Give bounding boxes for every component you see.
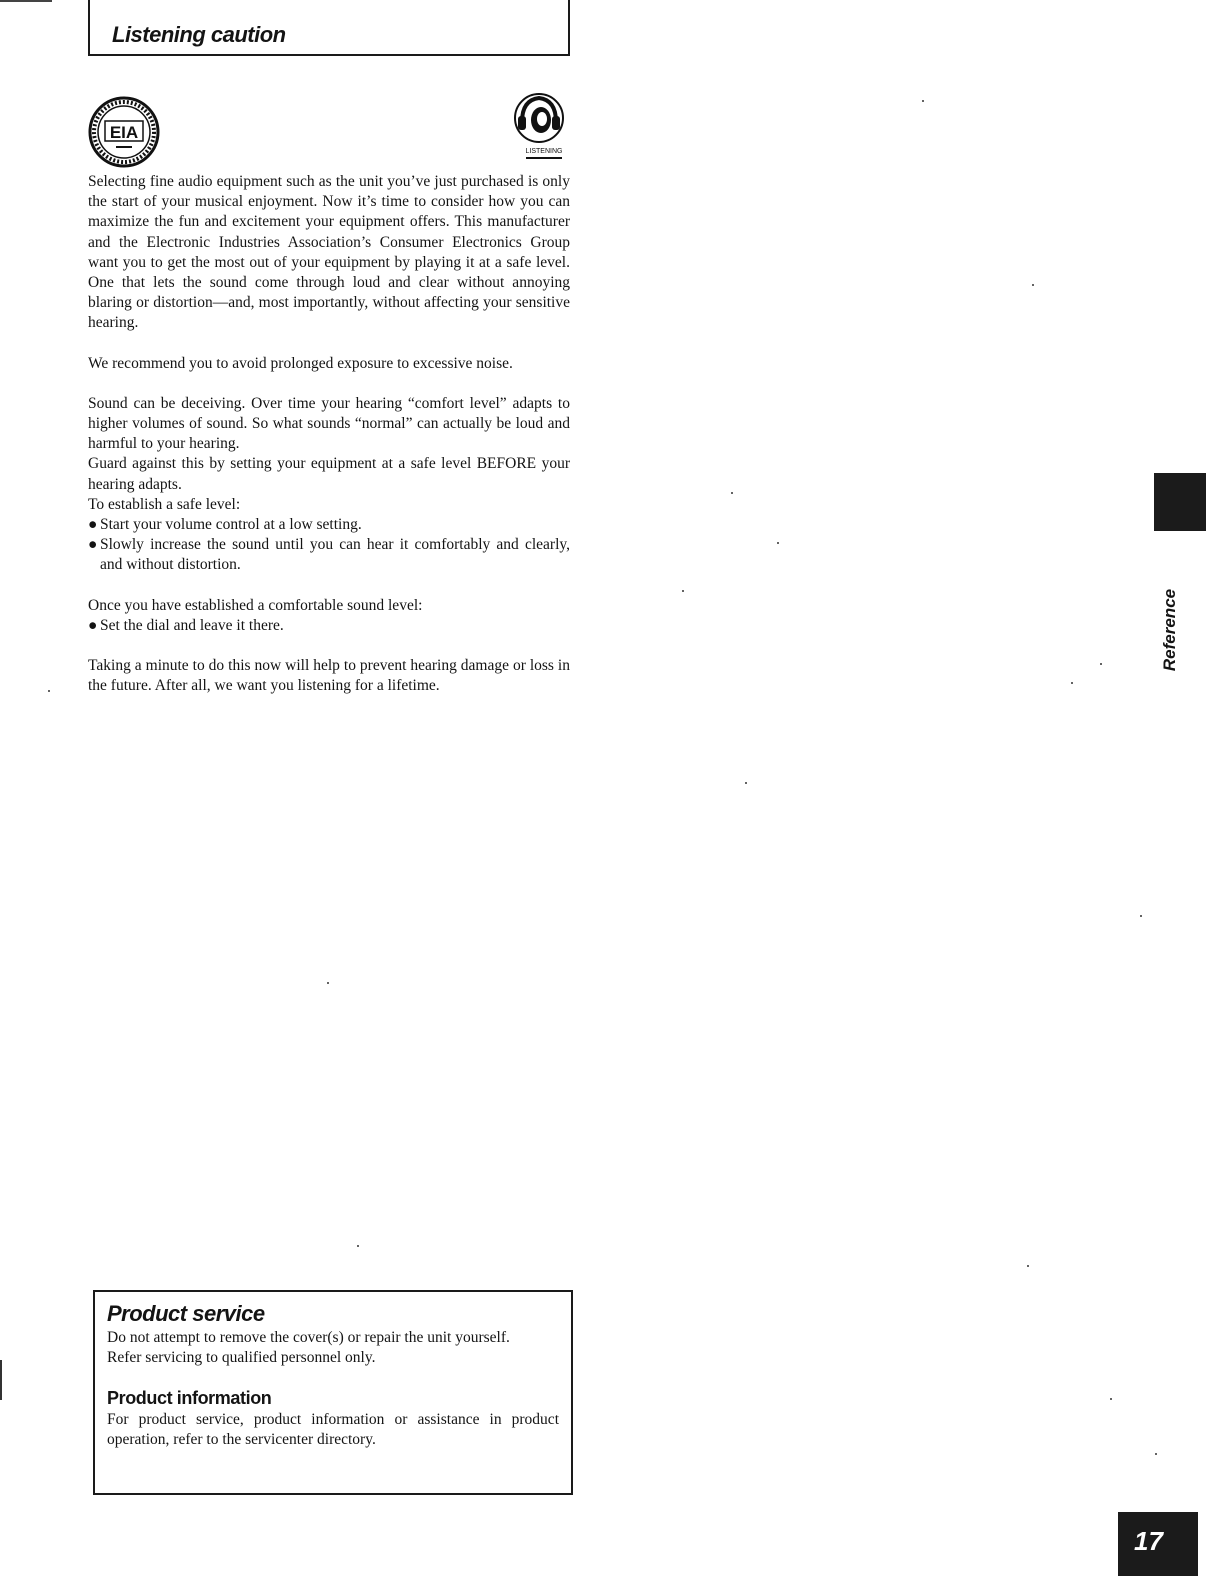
list-item <box>88 535 570 575</box>
scan-speck <box>1071 682 1073 684</box>
product-information-title: Product information <box>107 1388 272 1408</box>
recommend-paragraph: We recommend you to avoid prolonged exposure to excessive noise. <box>88 354 513 372</box>
scan-speck <box>1110 1398 1112 1400</box>
scan-speck <box>777 542 779 544</box>
product-information-text: For product service, product information or assistance in product operation, refer to the servicenter directory. <box>107 1411 559 1448</box>
scan-speck <box>1027 1265 1029 1267</box>
section-title: Listening caution <box>112 22 286 47</box>
scan-speck <box>357 1245 359 1247</box>
intro-paragraph: Selecting fine audio equipment such as the unit you’ve just purchased is only the start of your musical enjoyment. Now it’s time to consider how you can maximize the fun and excitement your equipment offers. This manufacturer and the Electronic Industries Association’s Consumer Electronics Group want you to get the most out of your equipment by playing it at a safe level. One that lets the sound come through loud and clear without annoying blaring or distortion—and, most importantly, without affecting your sensitive hearing. <box>88 173 570 332</box>
product-service-box <box>93 1290 573 1495</box>
caution-body <box>88 172 570 716</box>
bullet-icon: ● <box>88 616 98 634</box>
established-paragraph: Once you have established a comfortable sound level: <box>88 596 423 614</box>
product-service-title: Product service <box>107 1301 265 1326</box>
list-item <box>88 616 570 636</box>
section-header <box>88 0 570 56</box>
list-item-text: Start your volume control at a low setting. <box>100 516 362 534</box>
bullet-icon: ● <box>88 536 98 554</box>
list-item <box>88 515 570 535</box>
scan-edge-mark <box>0 1360 2 1400</box>
scan-speck <box>1140 915 1142 917</box>
deceiving-paragraph: Sound can be deceiving. Over time your hearing “comfort level” adapts to higher volumes of sound. So what sounds “normal” can actually be loud and harmful to your hearing. <box>88 394 570 453</box>
list-item-text: Slowly increase the sound until you can hear it comfortably and clearly, and without distortion. <box>100 536 570 574</box>
bullet-icon: ● <box>88 516 98 534</box>
eia-logo-text: EIA <box>109 123 139 142</box>
scan-speck <box>682 590 684 592</box>
side-tab-marker <box>1154 473 1206 531</box>
list-item-text: Set the dial and leave it there. <box>100 616 284 634</box>
listening-logo-text: LISTENING <box>525 148 563 155</box>
establish-paragraph: To establish a safe level: <box>88 495 241 513</box>
scan-speck <box>731 492 733 494</box>
scan-speck <box>745 782 747 784</box>
page-number: 17 <box>1118 1512 1198 1576</box>
corner-mark <box>0 0 52 2</box>
listening-logo <box>508 90 570 162</box>
scan-speck <box>1032 284 1034 286</box>
scan-speck <box>48 690 50 692</box>
service-refer: Refer servicing to qualified personnel only. <box>107 1349 376 1366</box>
scan-speck <box>922 100 924 102</box>
closing-paragraph: Taking a minute to do this now will help to prevent hearing damage or loss in the future. After all, we want you listening for a lifetime. <box>88 657 570 695</box>
scan-speck <box>1100 663 1102 665</box>
eia-seal-logo <box>88 96 160 168</box>
side-section-label <box>1140 588 1200 672</box>
service-warning: Do not attempt to remove the cover(s) or repair the unit yourself. <box>107 1329 510 1346</box>
guard-paragraph: Guard against this by setting your equipment at a safe level BEFORE your hearing adapts. <box>88 455 570 493</box>
side-section-label-text: Reference <box>1160 588 1179 672</box>
scan-speck <box>327 982 329 984</box>
scan-speck <box>1155 1453 1157 1455</box>
